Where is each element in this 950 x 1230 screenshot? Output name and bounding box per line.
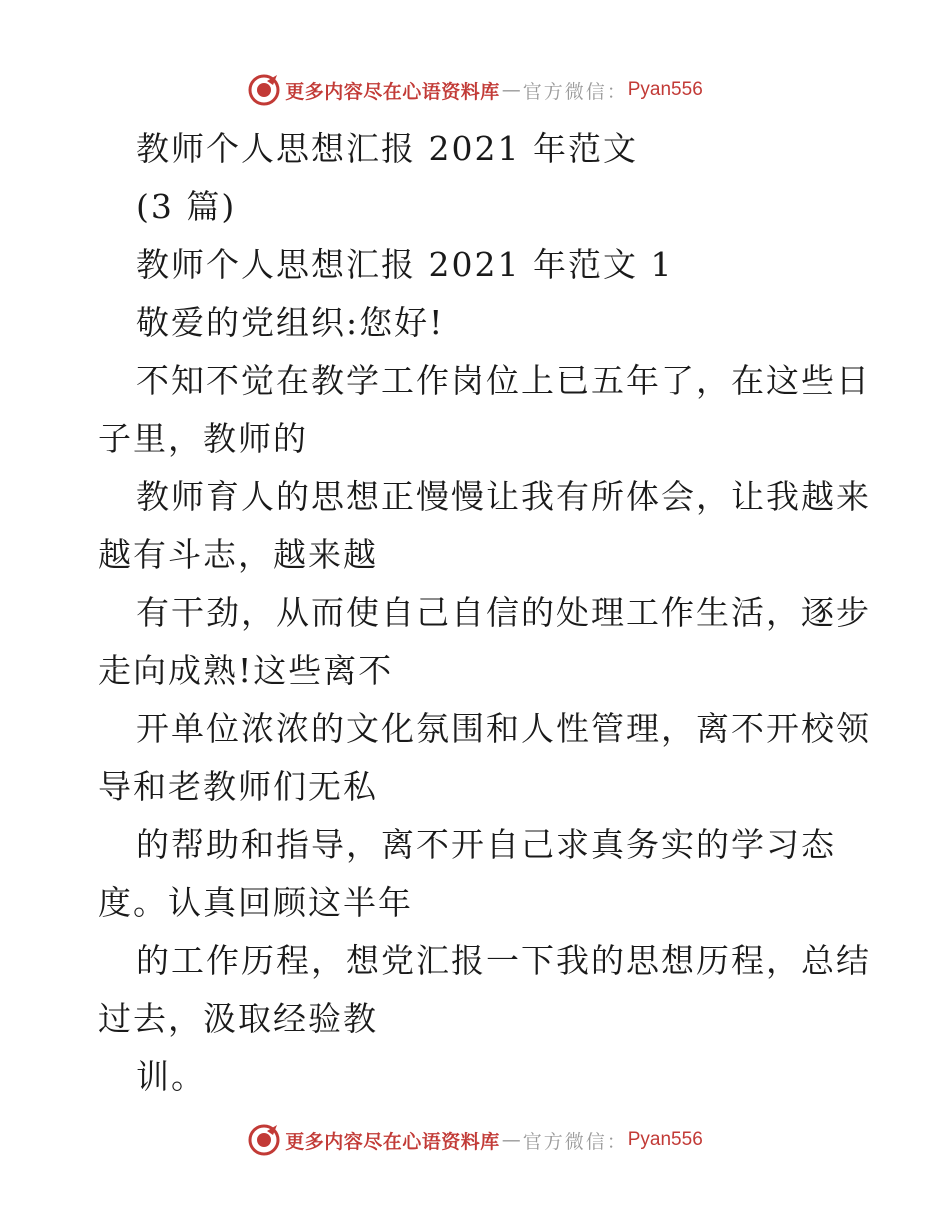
paragraph-line: 过去，汲取经验教: [98, 999, 378, 1038]
paragraph-line: 子里，教师的: [98, 419, 308, 458]
watermark-wechat-label: 官方微信：: [522, 1130, 628, 1153]
stamp-logo-icon: [247, 1123, 281, 1157]
watermark-text: 更多内容尽在心语资料库: [285, 1130, 500, 1153]
paragraph-line: 训。: [136, 1057, 206, 1096]
paragraph-line: 的帮助和指导，离不开自己求真务实的学习态: [136, 825, 836, 864]
paragraph-line: 越有斗志，越来越: [98, 535, 378, 574]
watermark-separator: —: [501, 79, 521, 101]
paragraph-line: 度。认真回顾这半年: [98, 883, 413, 922]
paragraph-line: 的工作历程，想党汇报一下我的思想历程，总结: [136, 941, 871, 980]
watermark-wechat-id: Pyan556: [627, 1129, 703, 1150]
watermark-text: 更多内容尽在心语资料库: [285, 80, 500, 103]
document-title: 教师个人思想汇报 2021 年范文: [136, 129, 638, 168]
stamp-logo-icon: [247, 73, 281, 107]
watermark-separator: —: [501, 1129, 521, 1151]
watermark-banner-bottom: [0, 1120, 950, 1160]
paragraph-line: 开单位浓浓的文化氛围和人性管理，离不开校领: [136, 709, 871, 748]
watermark-wechat-label: 官方微信：: [522, 80, 628, 103]
section-heading: 教师个人思想汇报 2021 年范文 1: [136, 245, 674, 284]
document-body: [98, 120, 871, 1106]
paragraph-line: 不知不觉在教学工作岗位上已五年了，在这些日: [136, 361, 871, 400]
salutation: 敬爱的党组织:您好!: [136, 303, 445, 342]
watermark-wechat-id: Pyan556: [627, 79, 703, 100]
paragraph-line: 教师育人的思想正慢慢让我有所体会，让我越来: [136, 477, 871, 516]
watermark-banner-top: [0, 70, 950, 110]
paragraph-line: 有干劲，从而使自己自信的处理工作生活，逐步: [136, 593, 871, 632]
paragraph-line: 导和老教师们无私: [98, 767, 378, 806]
document-subtitle: (3 篇): [136, 187, 237, 226]
paragraph-line: 走向成熟!这些离不: [98, 651, 394, 690]
